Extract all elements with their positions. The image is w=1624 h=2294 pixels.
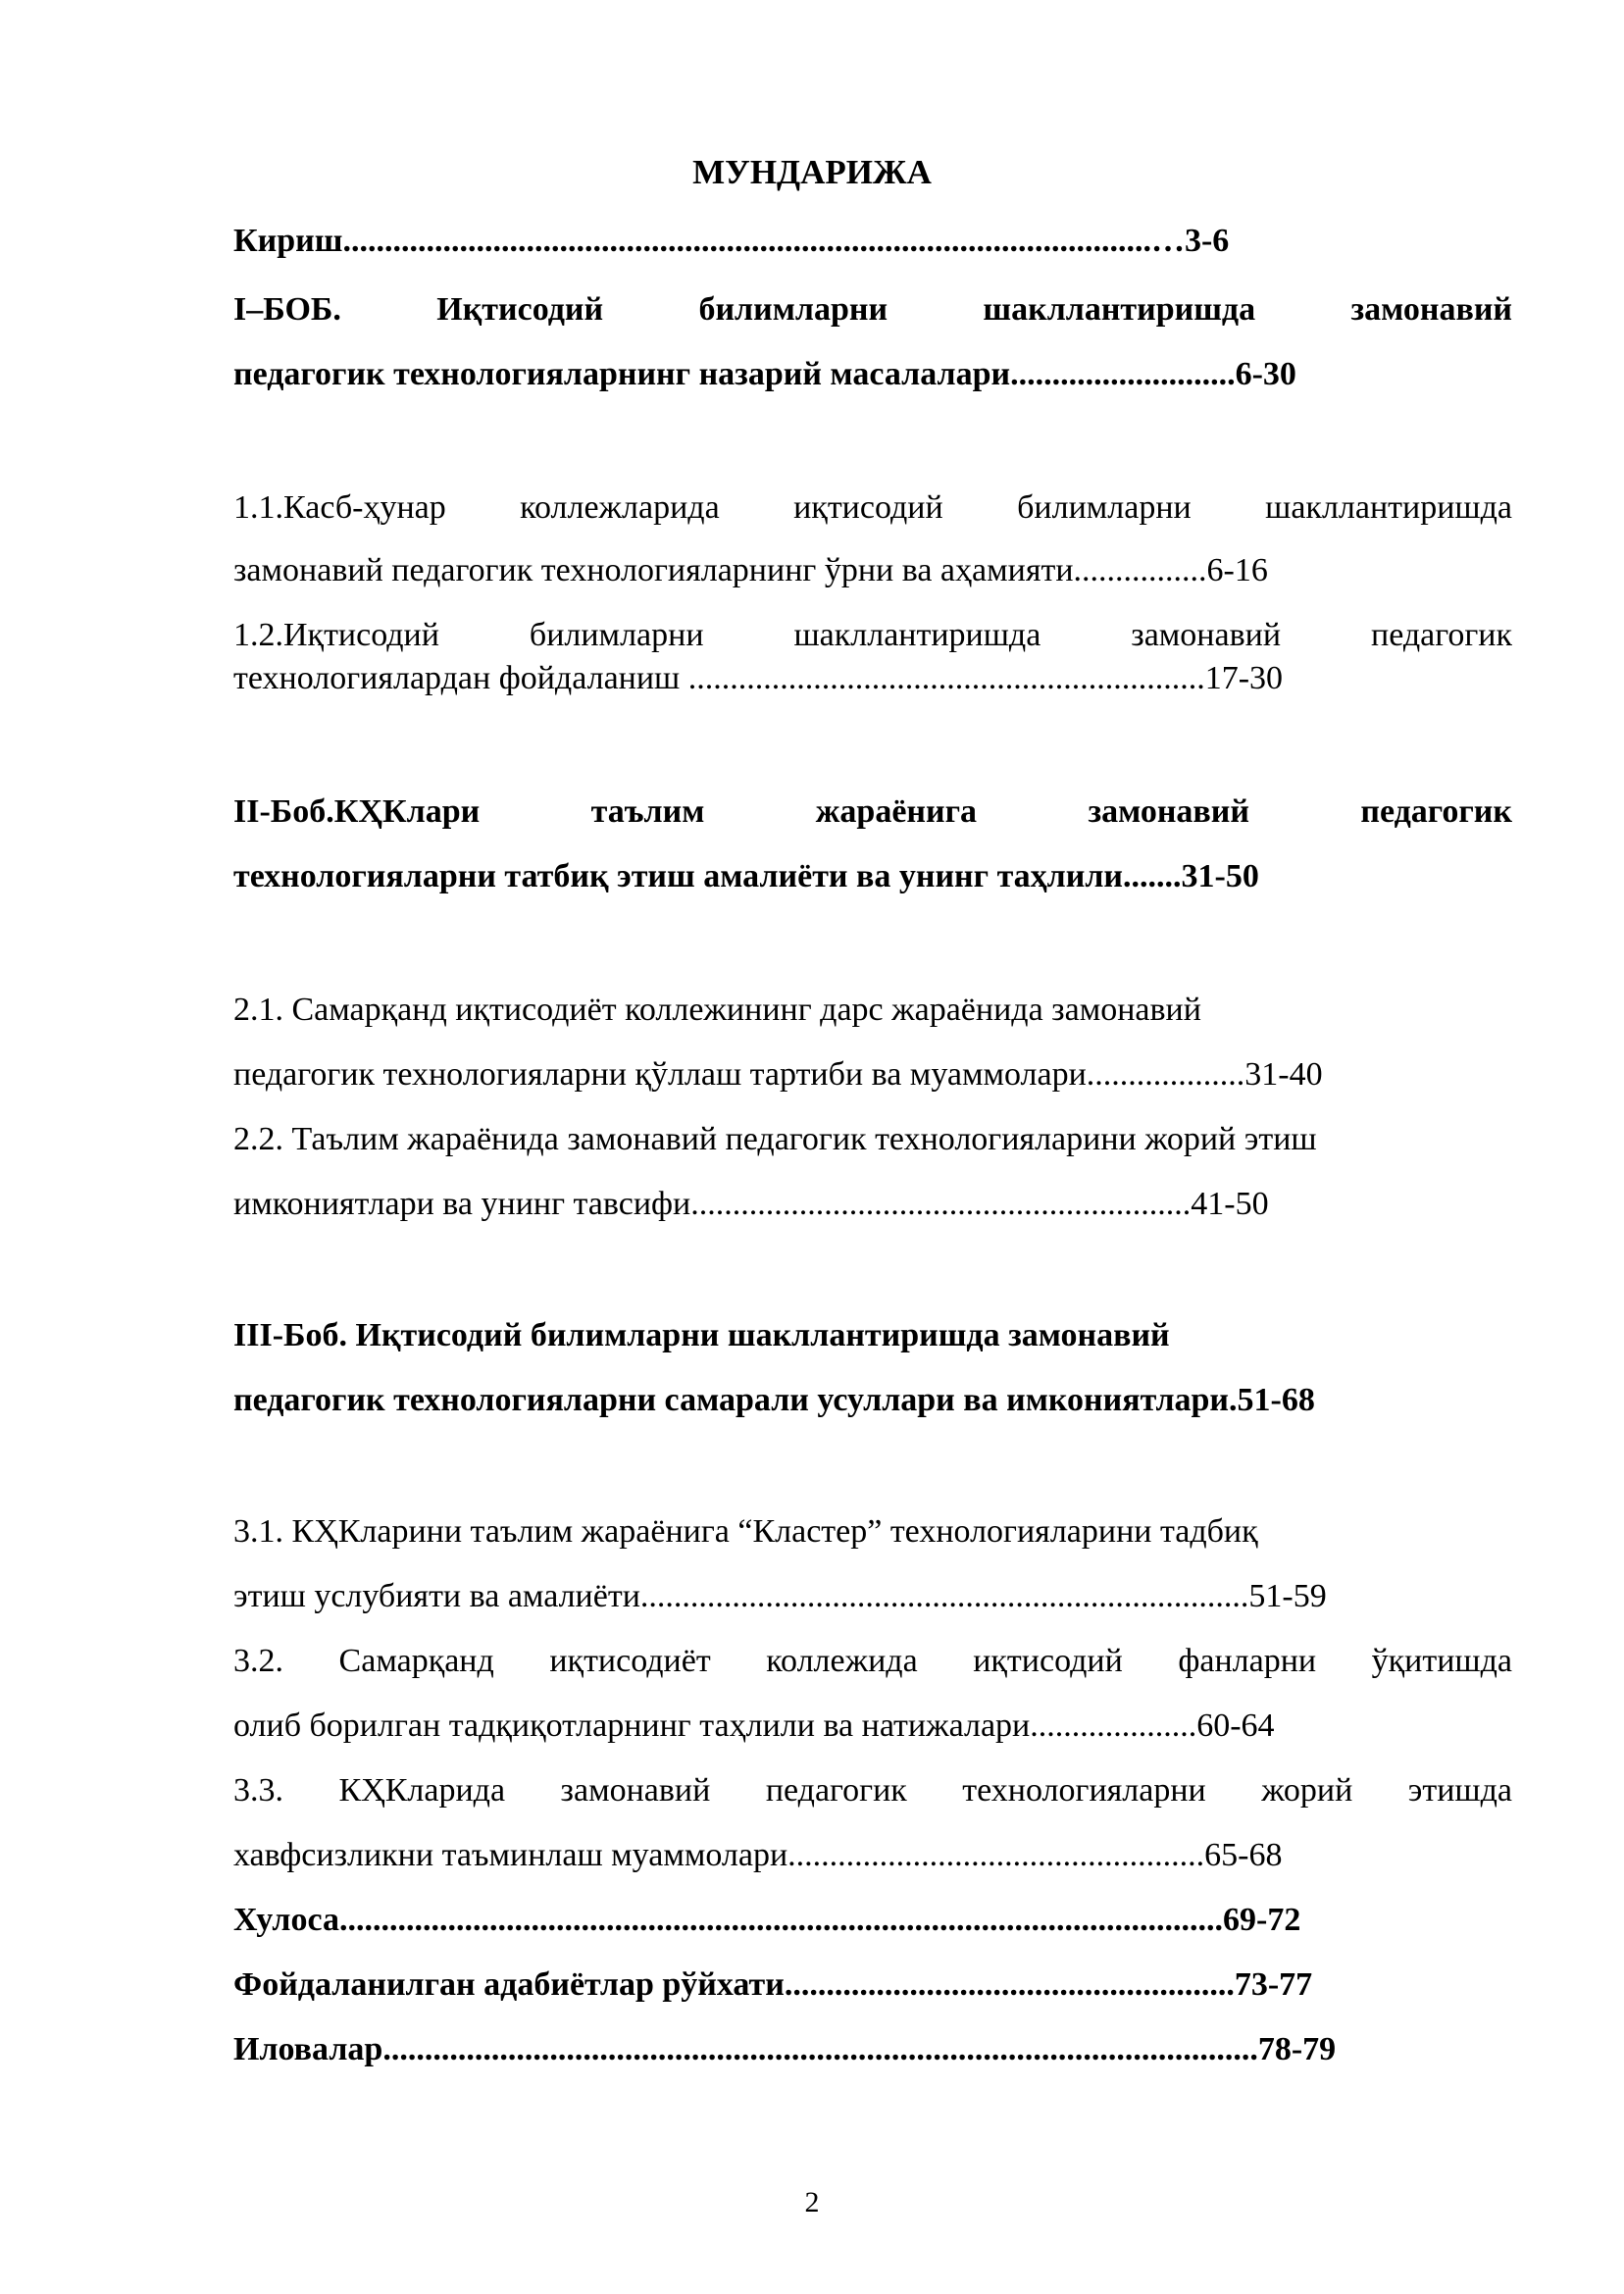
toc-entry-conclusion: Хулоса..........................................................................................................69-72 [233, 1902, 1301, 1938]
toc-chapter-1-title-line-1: I–БОБ. Иқтисодий билимларни шакллантиришда замонавий [233, 291, 1512, 328]
toc-entry-appendices: Иловалар.........................................................................................................78-79 [233, 2031, 1337, 2067]
toc-entry-introduction: Кириш.................................................................................................…3-6 [233, 223, 1230, 259]
toc-section-1-1-line-2: замонавий педагогик технологияларнинг ўрни ва аҳамияти................6-16 [233, 552, 1268, 588]
toc-section-2-2-line-1: 2.2. Таълим жараёнида замонавий педагогик технологияларини жорий этиш [233, 1121, 1317, 1157]
toc-chapter-3-title-line-2: педагогик технологияларни самарали усуллари ва имкониятлари.51-68 [233, 1382, 1315, 1418]
toc-section-1-1-line-1: 1.1.Касб-ҳунар коллежларида иқтисодий билимларни шакллантиришда [233, 489, 1512, 526]
toc-chapter-2-title-line-2: технологияларни татбиқ этиш амалиёти ва унинг таҳлили.......31-50 [233, 858, 1259, 894]
toc-chapter-3-title-line-1: III-Боб. Иқтисодий билимларни шакллантиришда замонавий [233, 1317, 1170, 1353]
toc-chapter-2-title-line-1: II-Боб.КҲКлари таълим жараёнига замонавий педагогик [233, 793, 1512, 830]
toc-entry-references: Фойдаланилган адабиётлар рўйхати......................................................73-77 [233, 1966, 1313, 2003]
toc-chapter-1-title-line-2: педагогик технологияларнинг назарий масалалари...........................6-30 [233, 356, 1296, 392]
toc-section-3-3-line-1: 3.3. КҲКларида замонавий педагогик технологияларни жорий этишда [233, 1772, 1512, 1809]
toc-section-1-2-line-2: технологиялардан фойдаланиш ..............................................................17-30 [233, 660, 1284, 696]
toc-section-1-2-line-1: 1.2.Иқтисодий билимларни шакллантиришда замонавий педагогик [233, 617, 1512, 653]
toc-section-3-3-line-2: хавфсизликни таъминлаш муаммолари..................................................65-68 [233, 1837, 1283, 1873]
page-title: МУНДАРИЖА [692, 153, 932, 191]
toc-section-3-2-line-1: 3.2. Самарқанд иқтисодиёт коллежида иқтисодий фанларни ўқитишда [233, 1643, 1512, 1679]
toc-section-2-1-line-2: педагогик технологияларни қўллаш тартиби ва муаммолари...................31-40 [233, 1056, 1323, 1093]
toc-section-2-2-line-2: имкониятлари ва унинг тавсифи............................................................41-50 [233, 1186, 1269, 1222]
page-number: 2 [804, 2186, 820, 2218]
toc-section-3-1-line-2: этиш услубияти ва амалиёти.........................................................................51-59 [233, 1578, 1327, 1614]
toc-section-3-2-line-2: олиб борилган тадқиқотларнинг таҳлили ва натижалари....................60-64 [233, 1708, 1275, 1744]
toc-section-2-1-line-1: 2.1. Самарқанд иқтисодиёт коллежининг дарс жараёнида замонавий [233, 992, 1201, 1028]
toc-section-3-1-line-1: 3.1. КҲКларини таълим жараёнига “Кластер” технологияларини тадбиқ [233, 1513, 1258, 1550]
